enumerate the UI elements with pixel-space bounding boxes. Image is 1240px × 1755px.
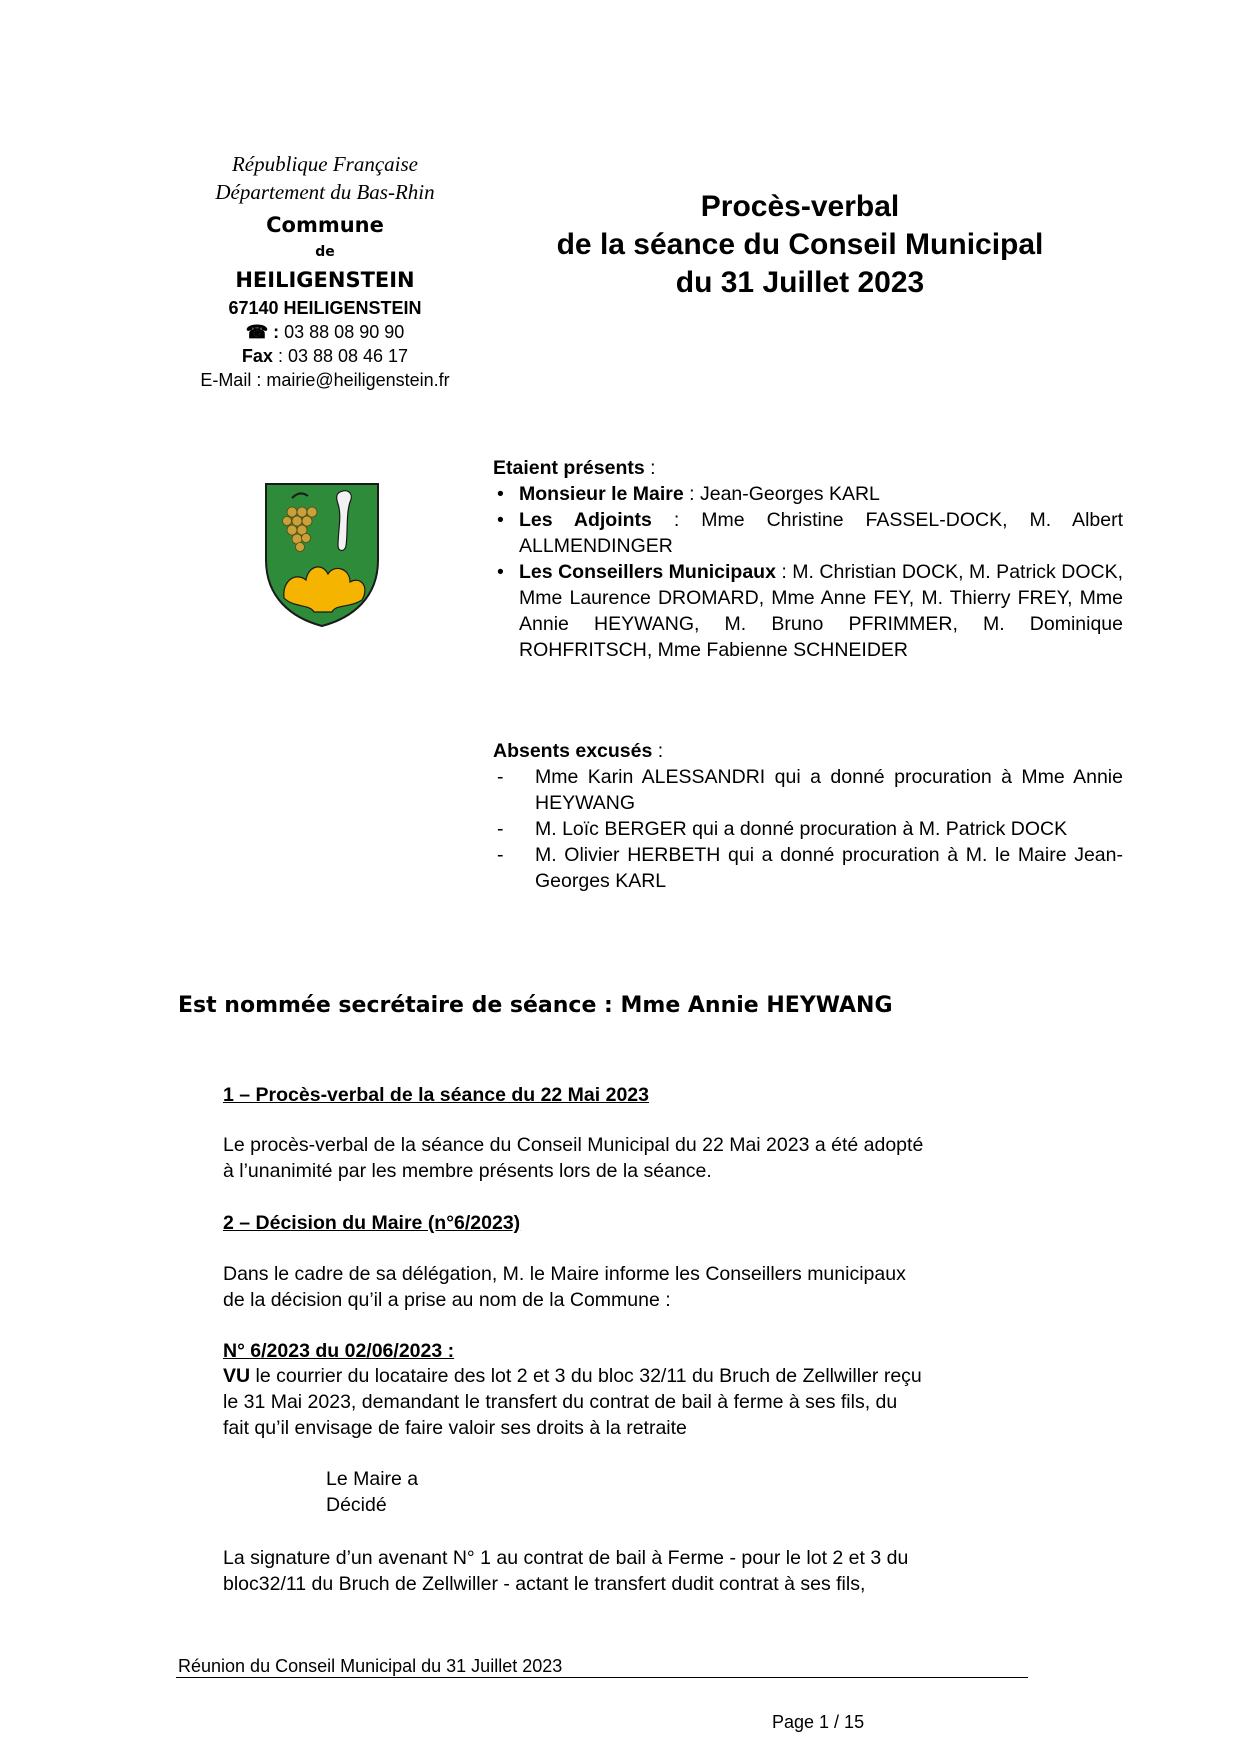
section-1-title: 1 – Procès-verbal de la séance du 22 Mai 2023 [223, 1084, 649, 1106]
maire-decide: Le Maire a Décidé [326, 1468, 419, 1516]
coat-of-arms-icon [262, 480, 382, 630]
phone-line [160, 320, 490, 344]
phone-icon: ☎ : [245, 322, 280, 342]
presents-block [493, 455, 1123, 663]
departement-label: Département du Bas-Rhin [215, 180, 435, 204]
section-2-text: Dans le cadre de sa délégation, M. le Maire informe les Conseillers municipaux de la décision qu’il a prise au nom de la Commune : [223, 1263, 906, 1311]
absents-block [493, 738, 1123, 894]
postal-address: 67140 HEILIGENSTEIN [228, 298, 422, 318]
republique-label: République Française [231, 152, 419, 176]
decision-vu-text: VU le courrier du locataire des lot 2 et 3 du bloc 32/11 du Bruch de Zellwiller reçu le 31 Mai 2023, demandant le transfert du contrat de bail à ferme à ses fils, du fait qu’il envisage de faire valoir ses droits à la retraite [223, 1365, 922, 1439]
de-label: de [315, 244, 335, 260]
letterhead [160, 150, 490, 392]
town-name: HEILIGENSTEIN [235, 268, 415, 292]
list-item: - M. Loïc BERGER qui a donné procuration à M. Patrick DOCK [497, 818, 1068, 840]
absents-heading: Absents excusés : [493, 740, 664, 762]
fax-label: Fax [241, 346, 273, 366]
phone-number: 03 88 08 90 90 [279, 322, 405, 342]
list-item: • Monsieur le Maire : Jean-Georges KARL [497, 483, 880, 505]
secretaire-heading: Est nommée secrétaire de séance : Mme Annie HEYWANG [178, 993, 893, 1018]
title-line-2: de la séance du Conseil Municipal [556, 228, 1044, 261]
fax-line [160, 344, 490, 368]
list-item: • Les Conseillers Municipaux : M. Christian DOCK, M. Patrick DOCK, Mme Laurence DROMARD, Mme Anne FEY, M. Thierry FREY, Mme Annie HEYWANG, M. Bruno PFRIMMER, M. Dominique ROHFRITSCH, Mme Fabienne SCHNEIDER [497, 561, 1124, 661]
vu-label: VU [223, 1365, 251, 1387]
signature-text: La signature d’un avenant N° 1 au contrat de bail à Ferme - pour le lot 2 et 3 du bloc32/11 du Bruch de Zellwiller - actant le transfert dudit contrat à ses fils, [223, 1547, 909, 1595]
email-line: E-Mail : mairie@heiligenstein.fr [200, 370, 450, 390]
commune-label: Commune [266, 213, 384, 237]
decision-title: N° 6/2023 du 02/06/2023 : [223, 1340, 455, 1362]
list-item: • Les Adjoints : Mme Christine FASSEL-DOCK, M. Albert ALLMENDINGER [497, 509, 1123, 557]
page-title [520, 188, 1080, 302]
list-item: - Mme Karin ALESSANDRI qui a donné procuration à Mme Annie HEYWANG [497, 766, 1123, 814]
page-number: Page 1 / 15 [772, 1712, 865, 1732]
presents-heading: Etaient présents : [493, 457, 656, 479]
section-2-title: 2 – Décision du Maire (n°6/2023) [223, 1212, 521, 1234]
title-line-3: du 31 Juillet 2023 [675, 266, 925, 299]
fax-number: : 03 88 08 46 17 [272, 346, 409, 366]
footer-divider [176, 1677, 1028, 1678]
section-1-text: Le procès-verbal de la séance du Conseil Municipal du 22 Mai 2023 a été adopté à l’unanimité par les membre présents lors de la séance. [223, 1134, 924, 1182]
footer-meeting: Réunion du Conseil Municipal du 31 Juillet 2023 [178, 1656, 563, 1676]
list-item: - M. Olivier HERBETH qui a donné procuration à M. le Maire Jean-Georges KARL [497, 844, 1123, 892]
title-line-1: Procès-verbal [700, 190, 900, 223]
